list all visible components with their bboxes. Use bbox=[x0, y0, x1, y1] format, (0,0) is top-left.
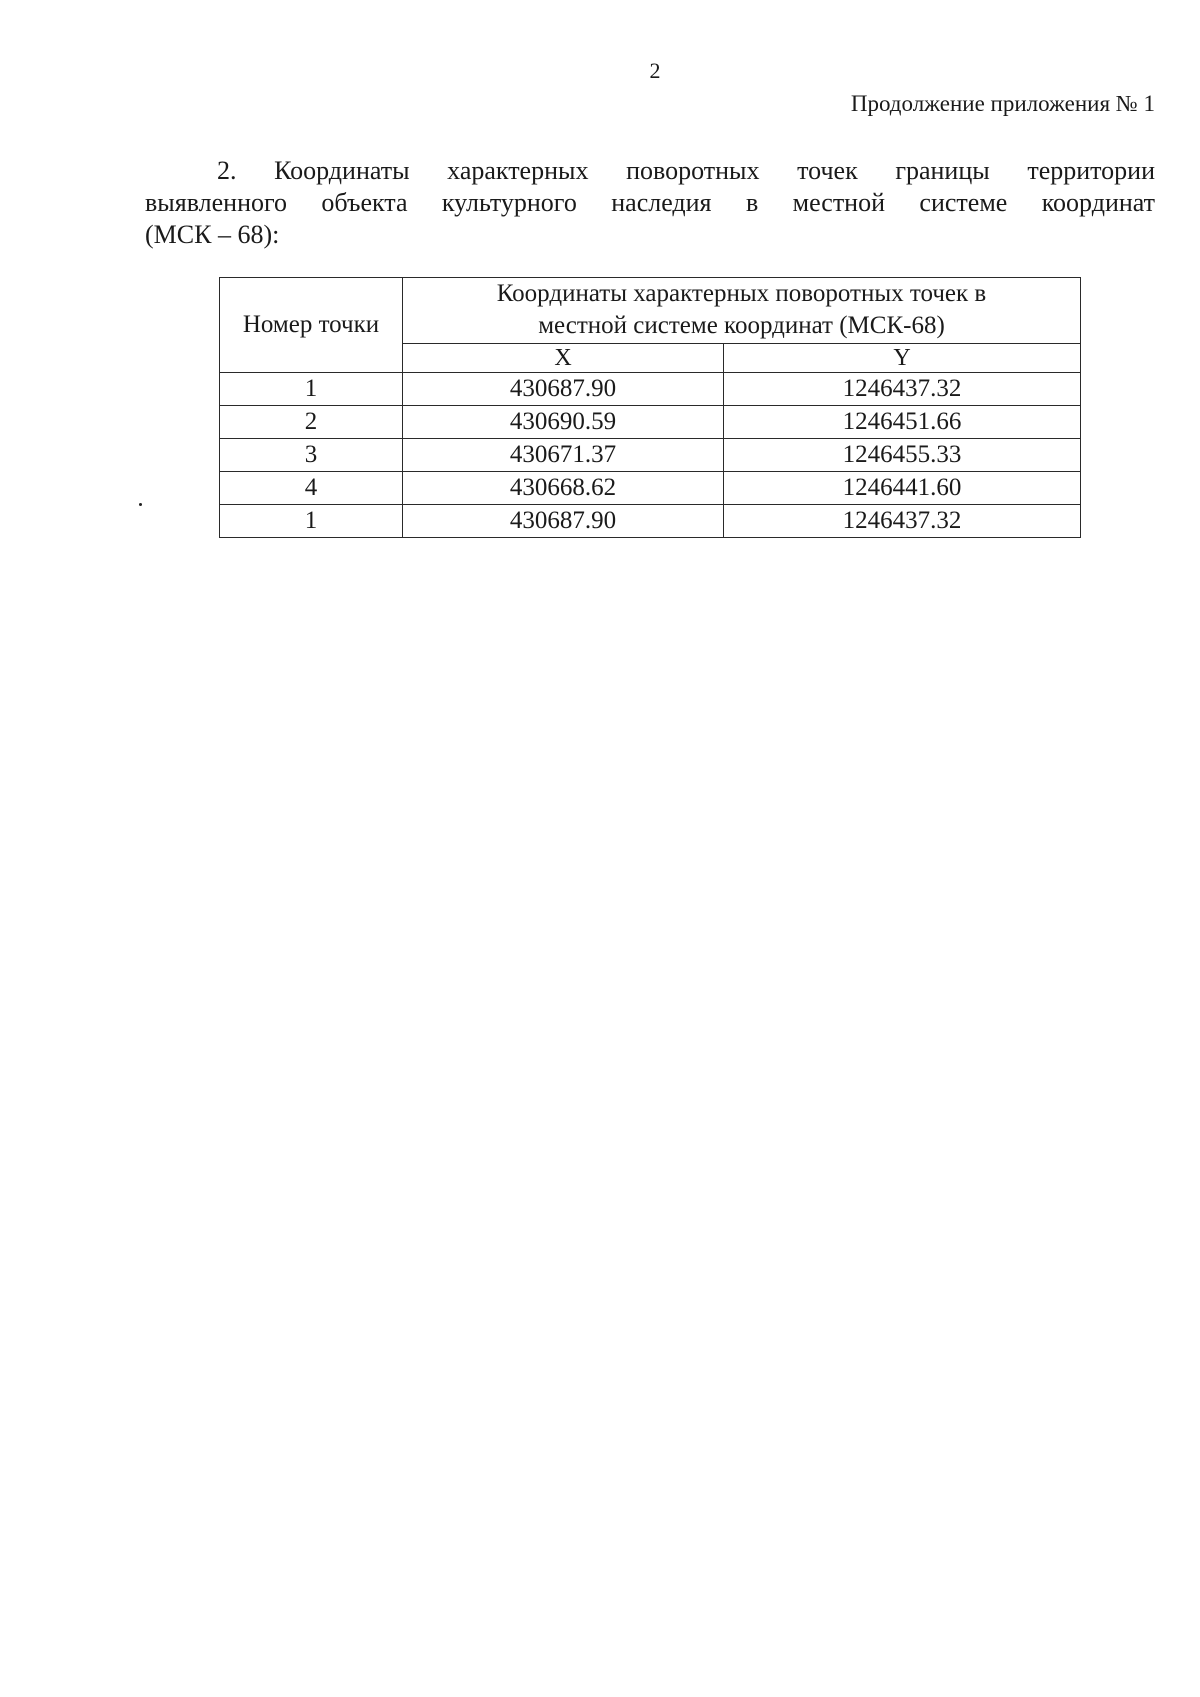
cell-x: 430690.59 bbox=[403, 406, 724, 439]
cell-point: 1 bbox=[220, 505, 403, 538]
intro-line: (МСК – 68): bbox=[145, 220, 280, 249]
cell-y: 1246451.66 bbox=[724, 406, 1081, 439]
header-y: Y bbox=[724, 343, 1081, 372]
table-row bbox=[220, 472, 1081, 505]
cell-point: 2 bbox=[220, 406, 403, 439]
cell-y: 1246441.60 bbox=[724, 472, 1081, 505]
header-x: X bbox=[403, 343, 724, 372]
intro-paragraph bbox=[145, 155, 1155, 251]
cell-x: 430687.90 bbox=[403, 505, 724, 538]
header-group-line: Координаты характерных поворотных точек в bbox=[496, 280, 987, 308]
page-number: 2 bbox=[649, 58, 661, 83]
cell-y: 1246437.32 bbox=[724, 505, 1081, 538]
table-row bbox=[220, 406, 1081, 439]
intro-line: 2. Координаты характерных поворотных точек границы территории bbox=[217, 156, 1155, 185]
cell-y: 1246437.32 bbox=[724, 373, 1081, 406]
cell-y: 1246455.33 bbox=[724, 439, 1081, 472]
table-row bbox=[220, 439, 1081, 472]
cell-x: 430687.90 bbox=[403, 373, 724, 406]
table-row bbox=[220, 373, 1081, 406]
scan-dot bbox=[139, 503, 142, 506]
table-row bbox=[220, 505, 1081, 538]
appendix-note: Продолжение приложения № 1 bbox=[850, 91, 1155, 116]
intro-line: выявленного объекта культурного наследия в местной системе координат bbox=[145, 188, 1155, 217]
coordinates-table bbox=[219, 277, 1081, 538]
cell-point: 3 bbox=[220, 439, 403, 472]
header-group-line: местной системе координат (МСК-68) bbox=[538, 312, 945, 340]
cell-x: 430668.62 bbox=[403, 472, 724, 505]
cell-x: 430671.37 bbox=[403, 439, 724, 472]
header-point-number: Номер точки bbox=[220, 278, 403, 373]
header-coordinates-group bbox=[403, 278, 1081, 344]
cell-point: 1 bbox=[220, 373, 403, 406]
cell-point: 4 bbox=[220, 472, 403, 505]
